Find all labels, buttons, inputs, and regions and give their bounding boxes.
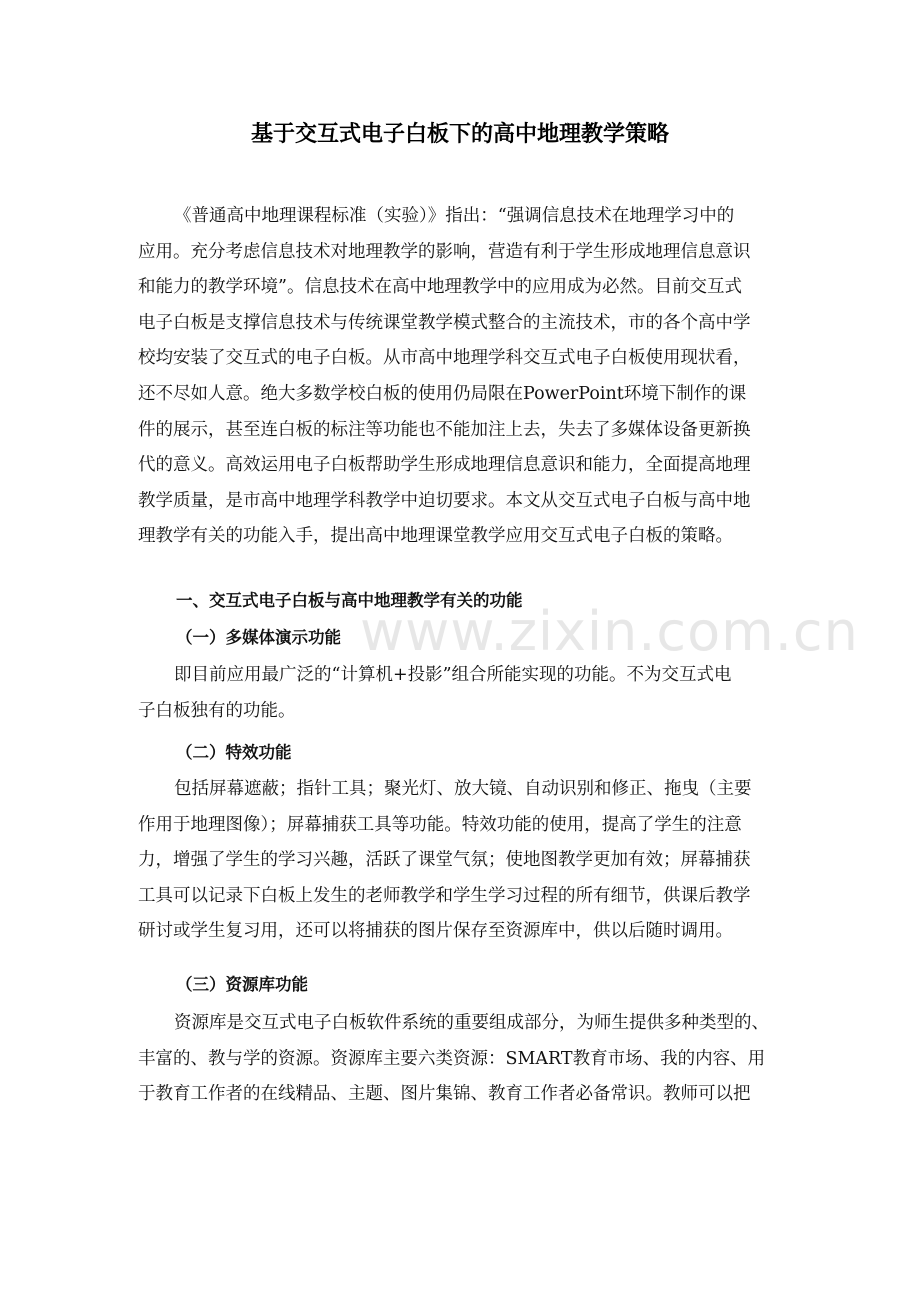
paragraph-line: 应用。充分考虑信息技术对地理教学的影响，营造有利于学生形成地理信息意识 [138, 241, 751, 262]
subsection-heading: （二）特效功能 [176, 743, 292, 762]
paragraph-line: 资源库是交互式电子白板软件系统的重要组成部分，为师生提供多种类型的、 [174, 1013, 769, 1033]
paragraph-line: 力，增强了学生的学习兴趣，活跃了课堂气氛；使地图教学更加有效；屏幕捕获 [138, 850, 751, 871]
paragraph-line: 工具可以记录下白板上发生的老师教学和学生学习过程的所有细节，供课后教学 [138, 885, 751, 906]
watermark: www.zixin.com.cn [360, 600, 859, 663]
document-title: 基于交互式电子白板下的高中地理教学策略 [250, 122, 669, 147]
paragraph-line: 理教学有关的功能入手，提出高中地理课堂教学应用交互式电子白板的策略。 [138, 526, 733, 547]
subsection-paragraph [138, 658, 788, 729]
paragraph-line: 和能力的教学环境”。信息技术在高中地理教学中的应用成为必然。目前交互式 [138, 277, 742, 298]
paragraph-line: 研讨或学生复习用，还可以将捕获的图片保存至资源库中，供以后随时调用。 [138, 921, 733, 942]
paragraph-line: 代的意义。高效运用电子白板帮助学生形成地理信息意识和能力，全面提高地理 [138, 455, 751, 476]
subsection-heading: （三）资源库功能 [176, 975, 308, 994]
subsection-heading: （一）多媒体演示功能 [176, 628, 341, 647]
subsection-paragraph [138, 772, 788, 950]
section-heading: 一、交互式电子白板与高中地理教学有关的功能 [176, 591, 523, 610]
paragraph-line: 包括屏幕遮蔽；指针工具；聚光灯、放大镜、自动识别和修正、拖曳（主要 [174, 779, 752, 799]
subsection-paragraph [138, 1006, 788, 1113]
paragraph-line: 件的展示，甚至连白板的标注等功能也不能加注上去，失去了多媒体设备更新换 [138, 419, 751, 440]
paragraph-line: 丰富的、教与学的资源。资源库主要六类资源：SMART教育市场、我的内容、用 [138, 1048, 766, 1069]
paragraph-line: 教学质量，是市高中地理学科教学中迫切要求。本文从交互式电子白板与高中地 [138, 490, 751, 511]
paragraph-line: 于教育工作者的在线精品、主题、图片集锦、教育工作者必备常识。教师可以把 [138, 1084, 751, 1105]
intro-paragraph [138, 199, 788, 555]
paragraph-line: 《普通高中地理课程标准（实验）》指出：“强调信息技术在地理学习中的 [174, 206, 735, 226]
paragraph-line: 校均安装了交互式的电子白板。从市高中地理学科交互式电子白板使用现状看， [138, 348, 751, 369]
paragraph-line: 作用于地理图像）；屏幕捕获工具等功能。特效功能的使用，提高了学生的注意 [138, 814, 742, 835]
paragraph-line: 电子白板是支撑信息技术与传统课堂教学模式整合的主流技术，市的各个高中学 [138, 312, 751, 333]
paragraph-line: 还不尽如人意。绝大多数学校白板的使用仍局限在PowerPoint环境下制作的课 [138, 383, 747, 404]
paragraph-line: 即目前应用最广泛的“计算机+投影”组合所能实现的功能。不为交互式电 [174, 665, 732, 685]
paragraph-line: 子白板独有的功能。 [138, 700, 296, 721]
